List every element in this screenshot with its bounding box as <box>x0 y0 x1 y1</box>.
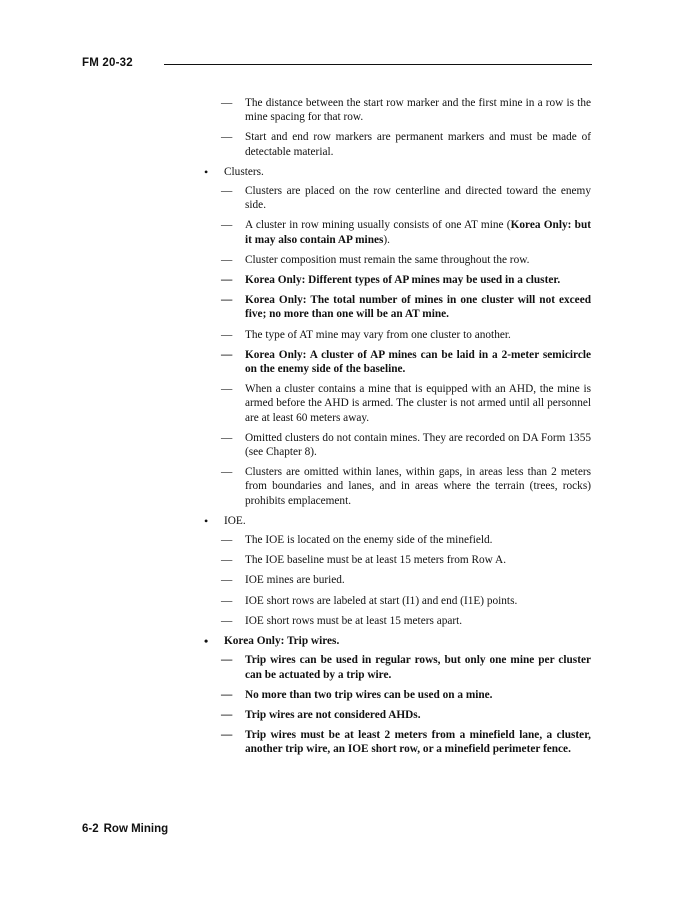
page-body <box>0 96 693 763</box>
em-dash-marker: — <box>221 594 233 607</box>
list-item-korea: — No more than two trip wires can be used on a mine. <box>221 688 493 701</box>
list-item: — IOE mines are buried. <box>221 574 345 587</box>
em-dash-marker: — <box>221 534 233 547</box>
list-item: — Clusters are placed on the row centerline and directed toward the enemy side. <box>221 185 591 212</box>
em-dash-marker: — <box>221 274 233 287</box>
em-dash-marker: — <box>221 131 233 144</box>
list-item-korea: — Trip wires can be used in regular rows, but only one mine per cluster can be actuated by a trip wire. <box>221 654 591 681</box>
em-dash-marker: — <box>221 97 233 109</box>
list-item-korea: — Trip wires are not considered AHDs. <box>221 708 421 721</box>
list-item: — IOE short rows are labeled at start (I1) and end (I1E) points. <box>221 594 518 607</box>
em-dash-marker: — <box>221 253 233 266</box>
page-number: 6-2 <box>82 823 99 835</box>
em-dash-marker: — <box>221 466 233 479</box>
list-item: — Clusters are omitted within lanes, within gaps, in areas less than 2 meters from boundaries and lanes, and in areas where the terrain (trees, rocks) prohibits emplacement. <box>221 466 591 507</box>
document-id: FM 20-32 <box>82 57 133 69</box>
bullet-item-korea: • Korea Only: Trip wires. <box>204 634 340 649</box>
bullet-icon: • <box>204 513 209 528</box>
list-item: — The distance between the start row marker and the first mine in a row is the mine spacing for that row. <box>221 97 591 124</box>
em-dash-marker: — <box>221 729 233 742</box>
list-item: — A cluster in row mining usually consists of one AT mine (Korea Only: but it may also contain AP mines). <box>221 219 591 246</box>
list-item: — The IOE is located on the enemy side of the minefield. <box>221 534 493 547</box>
em-dash-marker: — <box>221 294 233 307</box>
page-footer <box>82 823 168 835</box>
em-dash-marker: — <box>221 554 233 567</box>
em-dash-marker: — <box>221 383 233 396</box>
em-dash-marker: — <box>221 185 233 198</box>
em-dash-marker: — <box>221 688 233 701</box>
list-item: — The IOE baseline must be at least 15 meters from Row A. <box>221 554 507 567</box>
em-dash-marker: — <box>221 574 233 587</box>
em-dash-marker: — <box>221 348 233 361</box>
em-dash-marker: — <box>221 431 233 444</box>
bullet-icon: • <box>204 634 209 649</box>
section-title: Row Mining <box>103 823 169 835</box>
em-dash-marker: — <box>221 708 233 721</box>
list-item-korea: — Trip wires must be at least 2 meters from a minefield lane, a cluster, another trip wire, an IOE short row, or a minefield perimeter fence. <box>221 729 591 756</box>
list-item-korea: — Korea Only: Different types of AP mines may be used in a cluster. <box>221 274 561 287</box>
list-item: — Cluster composition must remain the same throughout the row. <box>221 253 530 266</box>
list-item-korea: — Korea Only: A cluster of AP mines can be laid in a 2-meter semicircle on the enemy side of the baseline. <box>221 348 591 376</box>
list-item: — When a cluster contains a mine that is equipped with an AHD, the mine is armed before the AHD is armed. The cluster is not armed until all personnel are at least 60 meters away. <box>221 383 591 424</box>
em-dash-marker: — <box>221 219 233 232</box>
em-dash-marker: — <box>221 328 233 341</box>
em-dash-marker: — <box>221 614 233 627</box>
em-dash-marker: — <box>221 654 233 667</box>
list-item: — Start and end row markers are permanent markers and must be made of detectable material. <box>221 131 591 158</box>
list-item: — Omitted clusters do not contain mines. They are recorded on DA Form 1355 (see Chapter 8). <box>221 431 591 459</box>
list-item: — IOE short rows must be at least 15 meters apart. <box>221 614 463 627</box>
list-item-korea: — Korea Only: The total number of mines in one cluster will not exceed five; no more than one will be an AT mine. <box>221 294 591 321</box>
list-item: — The type of AT mine may vary from one cluster to another. <box>221 328 511 341</box>
bullet-item: • IOE. <box>204 513 246 528</box>
bullet-icon: • <box>204 164 209 179</box>
header-rule <box>164 64 592 65</box>
bullet-item: • Clusters. <box>204 164 264 179</box>
page-header <box>82 57 592 73</box>
